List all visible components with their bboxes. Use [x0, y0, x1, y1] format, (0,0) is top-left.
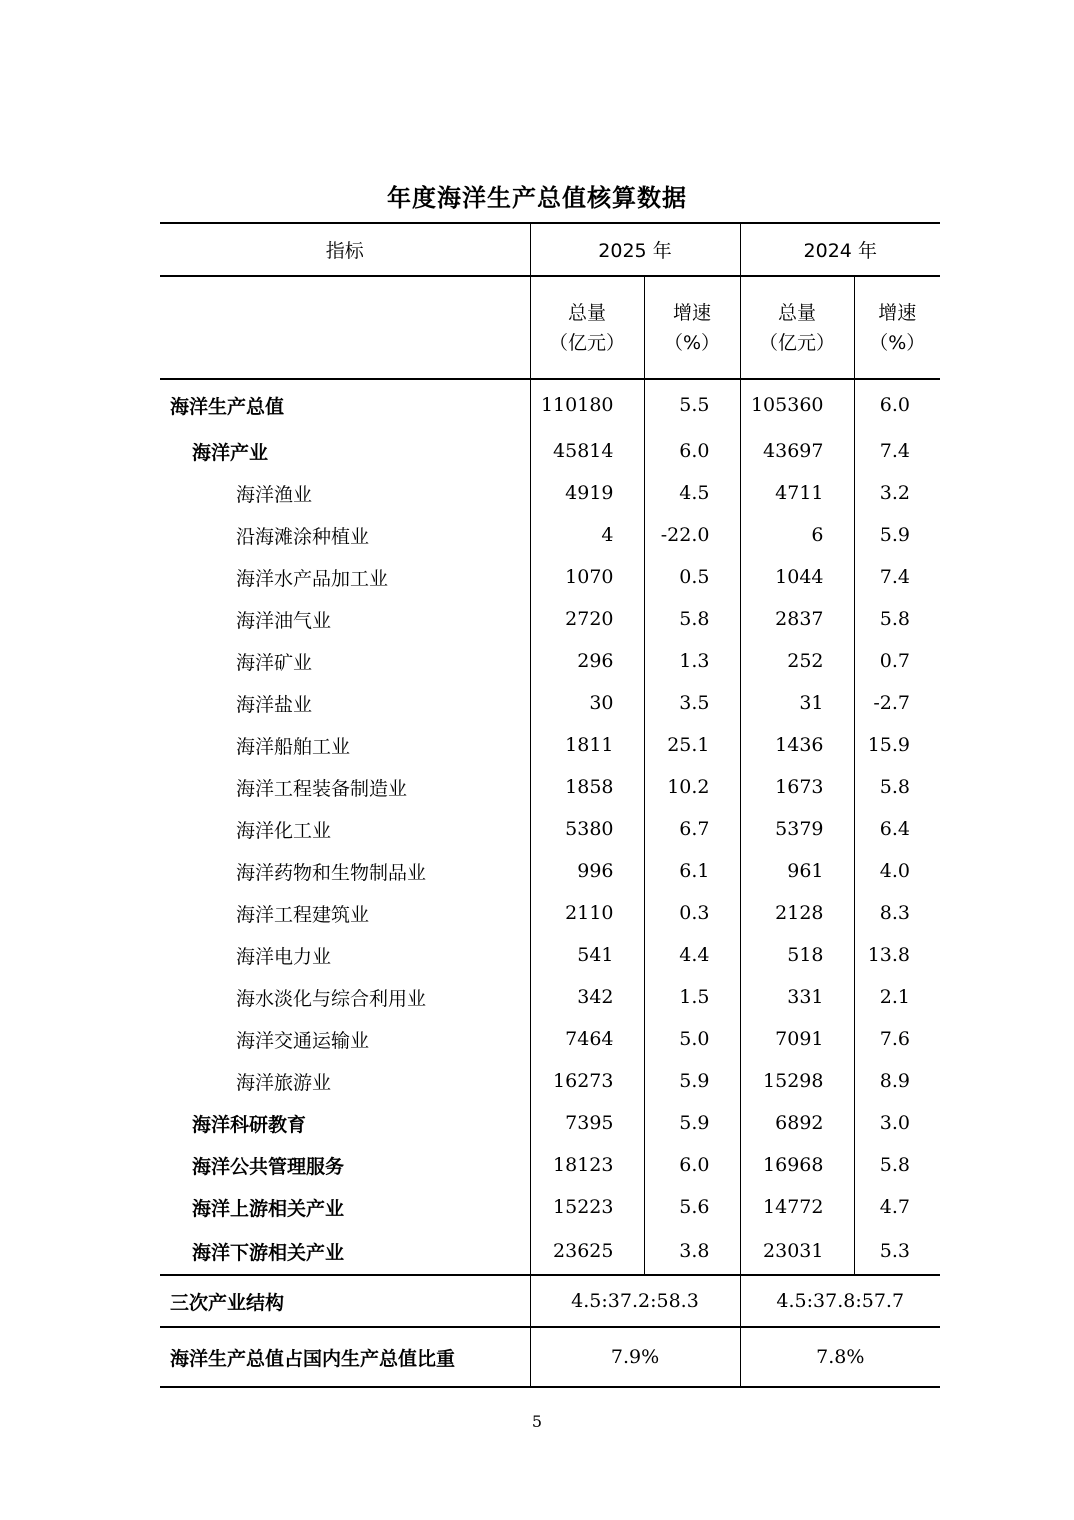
- header-total-2024: 总量 （亿元）: [740, 276, 854, 379]
- growth-2025: 5.0: [644, 1018, 740, 1060]
- growth-2024: 2.1: [854, 976, 940, 1018]
- growth-2024: 7.4: [854, 430, 940, 472]
- growth-2025: 5.9: [644, 1060, 740, 1102]
- table-row: [160, 724, 940, 766]
- total-2024: 43697: [740, 430, 854, 472]
- total-2025: 1070: [530, 556, 644, 598]
- header-row-units: [160, 276, 940, 379]
- growth-2025: 6.0: [644, 430, 740, 472]
- growth-2025: 5.8: [644, 598, 740, 640]
- header-indicator: 指标: [160, 223, 530, 276]
- row-label: 海洋药物和生物制品业: [236, 861, 427, 884]
- header-blank: [160, 276, 530, 379]
- growth-2025: 5.6: [644, 1186, 740, 1228]
- total-2025: 2110: [530, 892, 644, 934]
- growth-2025: 25.1: [644, 724, 740, 766]
- row-label: 海洋矿业: [236, 651, 313, 674]
- growth-2024: 6.4: [854, 808, 940, 850]
- total-2025: 110180: [530, 379, 644, 430]
- total-2024: 7091: [740, 1018, 854, 1060]
- growth-2024: 13.8: [854, 934, 940, 976]
- row-label: 海洋科研教育: [192, 1113, 307, 1136]
- header-year-2025: 2025 年: [530, 223, 740, 276]
- total-2025: 7464: [530, 1018, 644, 1060]
- total-2025: 23625: [530, 1228, 644, 1275]
- table-row: [160, 1228, 940, 1275]
- total-2025: 296: [530, 640, 644, 682]
- total-2024: 1044: [740, 556, 854, 598]
- share-row: [160, 1327, 940, 1387]
- row-label: 沿海滩涂种植业: [236, 525, 370, 548]
- total-2024: 14772: [740, 1186, 854, 1228]
- growth-2024: 5.8: [854, 766, 940, 808]
- table-title: 年度海洋生产总值核算数据: [387, 184, 687, 212]
- total-2025: 996: [530, 850, 644, 892]
- table-row: [160, 682, 940, 724]
- total-2024: 2837: [740, 598, 854, 640]
- growth-2025: 5.5: [644, 379, 740, 430]
- total-2024: 4711: [740, 472, 854, 514]
- total-2024: 331: [740, 976, 854, 1018]
- table-row: [160, 472, 940, 514]
- row-label: 海洋油气业: [236, 609, 332, 632]
- table-row: [160, 1060, 940, 1102]
- header-growth-2024: 增速 （%）: [854, 276, 940, 379]
- total-2025: 541: [530, 934, 644, 976]
- structure-label: 三次产业结构: [160, 1275, 530, 1327]
- growth-2024: 5.3: [854, 1228, 940, 1275]
- header-year-2024: 2024 年: [740, 223, 940, 276]
- total-2025: 15223: [530, 1186, 644, 1228]
- total-2025: 1811: [530, 724, 644, 766]
- growth-2025: -22.0: [644, 514, 740, 556]
- growth-2025: 1.5: [644, 976, 740, 1018]
- growth-2025: 6.0: [644, 1144, 740, 1186]
- row-label: 海洋渔业: [236, 483, 313, 506]
- total-2024: 961: [740, 850, 854, 892]
- growth-2025: 3.5: [644, 682, 740, 724]
- total-2025: 16273: [530, 1060, 644, 1102]
- growth-2024: 7.6: [854, 1018, 940, 1060]
- table-row: [160, 934, 940, 976]
- growth-2024: 5.8: [854, 598, 940, 640]
- table-row: [160, 850, 940, 892]
- growth-2024: 8.9: [854, 1060, 940, 1102]
- growth-2024: 7.4: [854, 556, 940, 598]
- page-number: 5: [531, 1412, 543, 1431]
- ocean-gdp-table: [160, 222, 940, 1388]
- growth-2024: 3.2: [854, 472, 940, 514]
- total-2024: 31: [740, 682, 854, 724]
- table-row: [160, 1018, 940, 1060]
- table-row: [160, 892, 940, 934]
- total-2024: 23031: [740, 1228, 854, 1275]
- total-2024: 105360: [740, 379, 854, 430]
- total-2024: 1436: [740, 724, 854, 766]
- growth-2024: 6.0: [854, 379, 940, 430]
- total-2025: 18123: [530, 1144, 644, 1186]
- row-label: 海洋下游相关产业: [192, 1241, 345, 1264]
- table-row: [160, 1186, 940, 1228]
- header-growth-2025: 增速 （%）: [644, 276, 740, 379]
- total-2025: 342: [530, 976, 644, 1018]
- total-2025: 4919: [530, 472, 644, 514]
- row-label: 海洋旅游业: [236, 1071, 332, 1094]
- table-row: [160, 1102, 940, 1144]
- growth-2025: 5.9: [644, 1102, 740, 1144]
- header-total-2025: 总量 （亿元）: [530, 276, 644, 379]
- table-row: [160, 1144, 940, 1186]
- row-label: 海洋上游相关产业: [192, 1197, 345, 1220]
- table-row: [160, 808, 940, 850]
- row-label: 海水淡化与综合利用业: [236, 987, 427, 1010]
- total-2025: 2720: [530, 598, 644, 640]
- total-2024: 5379: [740, 808, 854, 850]
- total-2024: 518: [740, 934, 854, 976]
- row-label: 海洋产业: [192, 441, 269, 464]
- growth-2024: 3.0: [854, 1102, 940, 1144]
- growth-2025: 0.5: [644, 556, 740, 598]
- growth-2024: 8.3: [854, 892, 940, 934]
- growth-2025: 4.4: [644, 934, 740, 976]
- total-2024: 1673: [740, 766, 854, 808]
- total-2025: 5380: [530, 808, 644, 850]
- total-2024: 15298: [740, 1060, 854, 1102]
- growth-2024: 5.8: [854, 1144, 940, 1186]
- table-row: [160, 640, 940, 682]
- growth-2025: 6.1: [644, 850, 740, 892]
- total-2024: 2128: [740, 892, 854, 934]
- growth-2025: 4.5: [644, 472, 740, 514]
- total-2025: 1858: [530, 766, 644, 808]
- total-2024: 16968: [740, 1144, 854, 1186]
- total-2024: 6: [740, 514, 854, 556]
- growth-2025: 1.3: [644, 640, 740, 682]
- table-row: [160, 556, 940, 598]
- table-row: [160, 598, 940, 640]
- row-label: 海洋船舶工业: [236, 735, 351, 758]
- row-label: 海洋盐业: [236, 693, 313, 716]
- growth-2025: 0.3: [644, 892, 740, 934]
- row-label: 海洋电力业: [236, 945, 332, 968]
- share-2024: 7.8%: [740, 1327, 940, 1387]
- structure-2025: 4.5:37.2:58.3: [530, 1275, 740, 1327]
- growth-2024: 5.9: [854, 514, 940, 556]
- total-2025: 30: [530, 682, 644, 724]
- structure-row: [160, 1275, 940, 1327]
- structure-2024: 4.5:37.8:57.7: [740, 1275, 940, 1327]
- row-label: 海洋化工业: [236, 819, 332, 842]
- table-row: [160, 514, 940, 556]
- growth-2025: 6.7: [644, 808, 740, 850]
- total-2025: 45814: [530, 430, 644, 472]
- row-label: 海洋工程装备制造业: [236, 777, 408, 800]
- total-2025: 4: [530, 514, 644, 556]
- row-label: 海洋工程建筑业: [236, 903, 370, 926]
- growth-2025: 3.8: [644, 1228, 740, 1275]
- growth-2025: 10.2: [644, 766, 740, 808]
- growth-2024: 0.7: [854, 640, 940, 682]
- total-2024: 6892: [740, 1102, 854, 1144]
- table-row: [160, 430, 940, 472]
- total-2024: 252: [740, 640, 854, 682]
- header-row-years: [160, 223, 940, 276]
- row-label: 海洋水产品加工业: [236, 567, 389, 590]
- share-2025: 7.9%: [530, 1327, 740, 1387]
- share-label: 海洋生产总值占国内生产总值比重: [160, 1327, 530, 1387]
- growth-2024: 4.0: [854, 850, 940, 892]
- total-2025: 7395: [530, 1102, 644, 1144]
- table-row: [160, 766, 940, 808]
- growth-2024: 15.9: [854, 724, 940, 766]
- growth-2024: 4.7: [854, 1186, 940, 1228]
- row-label: 海洋公共管理服务: [192, 1155, 345, 1178]
- table-row: [160, 379, 940, 430]
- growth-2024: -2.7: [854, 682, 940, 724]
- row-label: 海洋生产总值: [170, 395, 285, 418]
- row-label: 海洋交通运输业: [236, 1029, 370, 1052]
- table-row: [160, 976, 940, 1018]
